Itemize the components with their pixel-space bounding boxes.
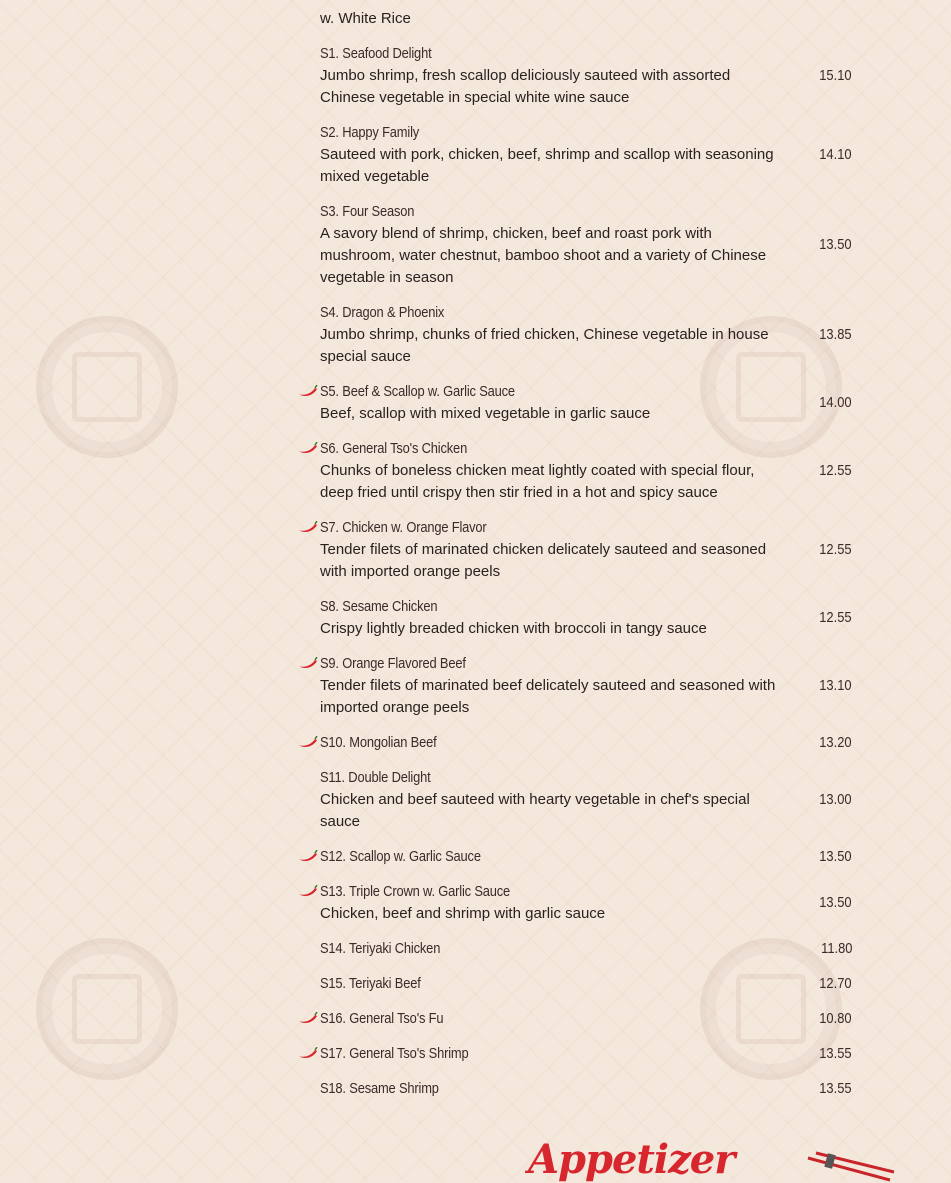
menu-item-description: Chicken and beef sauteed with hearty vegetable in chef's special sauce <box>320 791 750 830</box>
menu-item-price: 13.10 <box>819 677 852 694</box>
menu-item-name: S14. Teriyaki Chicken <box>320 940 441 957</box>
menu-item-name: S11. Double Delight <box>320 769 431 786</box>
menu-item-price: 13.20 <box>819 734 852 751</box>
menu-item-price: 13.00 <box>819 791 852 808</box>
menu-item-price: 12.55 <box>819 541 852 558</box>
menu-item-name: S16. General Tso's Fu <box>320 1010 444 1027</box>
menu-item-price: 13.55 <box>819 1045 852 1062</box>
menu-item-price: 14.00 <box>819 394 852 411</box>
menu-item-description: Jumbo shrimp, fresh scallop deliciously sauteed with assorted Chinese vegetable in special white wine sauce <box>320 67 731 106</box>
menu-item-price: 11.80 <box>820 940 852 957</box>
menu-item-description: Beef, scallop with mixed vegetable in garlic sauce <box>320 405 651 422</box>
menu-item-price: 13.50 <box>819 236 852 253</box>
menu-item-description: Crispy lightly breaded chicken with broccoli in tangy sauce <box>320 620 707 637</box>
menu-item-name: S3. Four Season <box>320 203 415 220</box>
menu-item-price: 13.55 <box>819 1080 852 1097</box>
menu-item-name: S12. Scallop w. Garlic Sauce <box>320 848 481 865</box>
menu-item-price: 12.55 <box>819 462 852 479</box>
menu-item-description: Chunks of boneless chicken meat lightly coated with special flour, deep fried until crispy then stir fried in a hot and spicy sauce <box>320 462 755 501</box>
menu-item-description: A savory blend of shrimp, chicken, beef and roast pork with mushroom, water chestnut, bamboo shoot and a variety of Chinese vegetable in season <box>320 225 767 286</box>
background-medallion <box>36 316 178 458</box>
menu-item-price: 14.10 <box>819 146 852 163</box>
menu-item-name: S18. Sesame Shrimp <box>320 1080 439 1097</box>
menu-item-name: S10. Mongolian Beef <box>320 734 437 751</box>
chili-pepper-icon <box>298 736 318 748</box>
background-medallion <box>36 938 178 1080</box>
menu-item-description: Sauteed with pork, chicken, beef, shrimp and scallop with seasoning mixed vegetable <box>320 146 774 185</box>
menu-item-name: S7. Chicken w. Orange Flavor <box>320 519 487 536</box>
chili-pepper-icon <box>298 885 318 897</box>
chili-pepper-icon <box>298 442 318 454</box>
menu-item-price: 12.70 <box>819 975 852 992</box>
menu-item-price: 15.10 <box>819 67 852 84</box>
menu-item-name: S8. Sesame Chicken <box>320 598 438 615</box>
menu-item-name: S4. Dragon & Phoenix <box>320 304 445 321</box>
chili-pepper-icon <box>298 1047 318 1059</box>
menu-item-name: S5. Beef & Scallop w. Garlic Sauce <box>320 383 515 400</box>
menu-item-name: S6. General Tso's Chicken <box>320 440 468 457</box>
menu-item-name: S17. General Tso's Shrimp <box>320 1045 469 1062</box>
chopsticks-icon <box>806 1150 896 1182</box>
menu-item-price: 12.55 <box>819 609 852 626</box>
section-heading-appetizer: Appetizer <box>528 1136 735 1183</box>
chili-pepper-icon <box>298 385 318 397</box>
chili-pepper-icon <box>298 850 318 862</box>
menu-item-name: S9. Orange Flavored Beef <box>320 655 466 672</box>
menu-item-description: Jumbo shrimp, chunks of fried chicken, Chinese vegetable in house special sauce <box>320 326 769 365</box>
menu-item-description: Tender filets of marinated beef delicately sauteed and seasoned with imported orange peels <box>320 677 776 716</box>
menu-item-price: 13.85 <box>819 326 852 343</box>
menu-item-name: S13. Triple Crown w. Garlic Sauce <box>320 883 511 900</box>
menu-item-description: Tender filets of marinated chicken delicately sauteed and seasoned with imported orange peels <box>320 541 767 580</box>
chili-pepper-icon <box>298 657 318 669</box>
menu-item-price: 13.50 <box>819 848 852 865</box>
menu-item-description: Chicken, beef and shrimp with garlic sauce <box>320 905 606 922</box>
menu-item-name: S15. Teriyaki Beef <box>320 975 421 992</box>
chili-pepper-icon <box>298 521 318 533</box>
top-note: w. White Rice <box>320 10 411 27</box>
chili-pepper-icon <box>298 1012 318 1024</box>
menu-item-price: 13.50 <box>819 894 852 911</box>
menu-item-name: S2. Happy Family <box>320 124 420 141</box>
menu-item-name: S1. Seafood Delight <box>320 45 432 62</box>
menu-item-price: 10.80 <box>819 1010 852 1027</box>
